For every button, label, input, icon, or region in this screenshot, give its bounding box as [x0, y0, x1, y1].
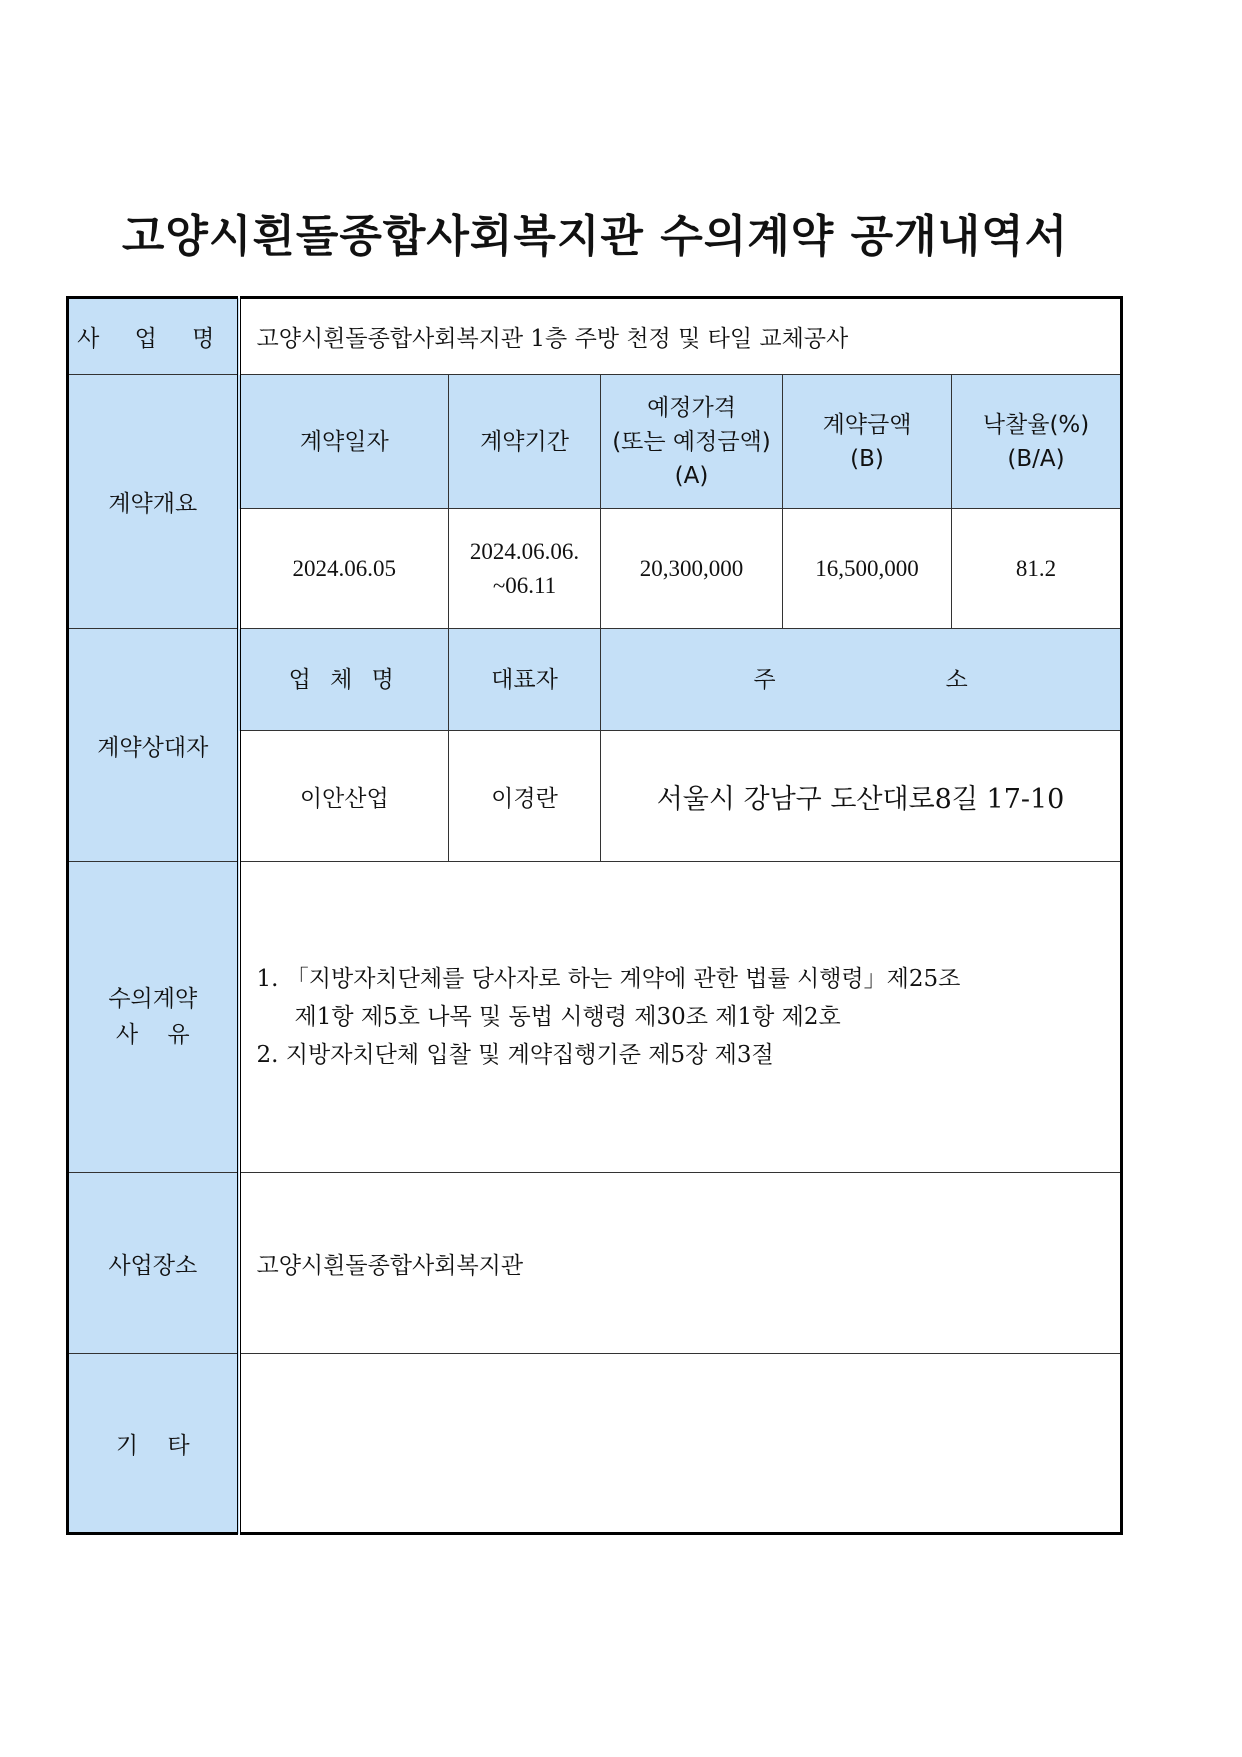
header-estimated-price: [601, 375, 783, 509]
reason-item-2: 2. 지방자치단체 입찰 및 계약집행기준 제5장 제3절: [256, 1042, 774, 1068]
reason-label: [68, 862, 239, 1173]
location-row: [68, 1173, 1122, 1354]
header-estimated-price-line1: 예정가격: [647, 394, 736, 421]
project-value: 고양시흰돌종합사회복지관 1층 주방 천정 및 타일 교체공사: [239, 298, 1122, 375]
value-contract-date: 2024.06.05: [239, 509, 449, 629]
header-bid-rate-line2: (B/A): [1007, 445, 1065, 472]
reason-list: [239, 862, 1122, 1173]
header-bid-rate: [952, 375, 1122, 509]
location-value: 고양시흰돌종합사회복지관: [239, 1173, 1122, 1354]
header-representative: 대표자: [449, 629, 601, 731]
reason-row: [68, 862, 1122, 1173]
value-contract-period: [449, 509, 601, 629]
header-address: [601, 629, 1122, 731]
reason-label-line2: 사 유: [115, 1022, 190, 1048]
header-company: 업 체 명: [239, 629, 449, 731]
etc-value: [239, 1354, 1122, 1534]
reason-label-line1: 수의계약: [108, 986, 198, 1012]
header-estimated-price-line2: (또는 예정금액): [612, 428, 771, 455]
document-title: 고양시흰돌종합사회복지관 수의계약 공개내역서: [121, 211, 1069, 262]
header-contract-amount: [783, 375, 952, 509]
value-bid-rate: 81.2: [952, 509, 1122, 629]
header-contract-period: 계약기간: [449, 375, 601, 509]
header-contract-date: 계약일자: [239, 375, 449, 509]
header-estimated-price-line3: (A): [674, 462, 709, 489]
value-contract-period-line1: 2024.06.06.: [469, 538, 580, 564]
value-estimated-price: 20,300,000: [601, 509, 783, 629]
counterparty-header-row: [68, 629, 1122, 731]
etc-label: 기 타: [68, 1354, 239, 1534]
project-label: 사 업 명: [68, 298, 239, 375]
overview-label: 계약개요: [68, 375, 239, 629]
header-contract-amount-line1: 계약금액: [822, 411, 912, 438]
reason-item-1: 1. 「지방자치단체를 당사자로 하는 계약에 관한 법률 시행령」제25조: [256, 966, 961, 992]
counterparty-label: 계약상대자: [68, 629, 239, 862]
value-address: 서울시 강남구 도산대로8길 17-10: [601, 731, 1122, 862]
project-row: [68, 298, 1122, 375]
header-contract-amount-line2: (B): [850, 445, 884, 472]
etc-row: [68, 1354, 1122, 1534]
value-company: 이안산업: [239, 731, 449, 862]
overview-header-row: [68, 375, 1122, 509]
header-bid-rate-line1: 낙찰율(%): [982, 411, 1090, 438]
value-contract-period-line2: ~06.11: [492, 572, 557, 598]
location-label: 사업장소: [68, 1173, 239, 1354]
contract-disclosure-table: [66, 296, 1123, 1535]
value-contract-amount: 16,500,000: [783, 509, 952, 629]
header-address-char2: 소: [945, 666, 968, 693]
header-address-char1: 주: [753, 666, 776, 693]
reason-item-1-cont: 제1항 제5호 나목 및 동법 시행령 제30조 제1항 제2호: [294, 1004, 841, 1030]
value-representative: 이경란: [449, 731, 601, 862]
